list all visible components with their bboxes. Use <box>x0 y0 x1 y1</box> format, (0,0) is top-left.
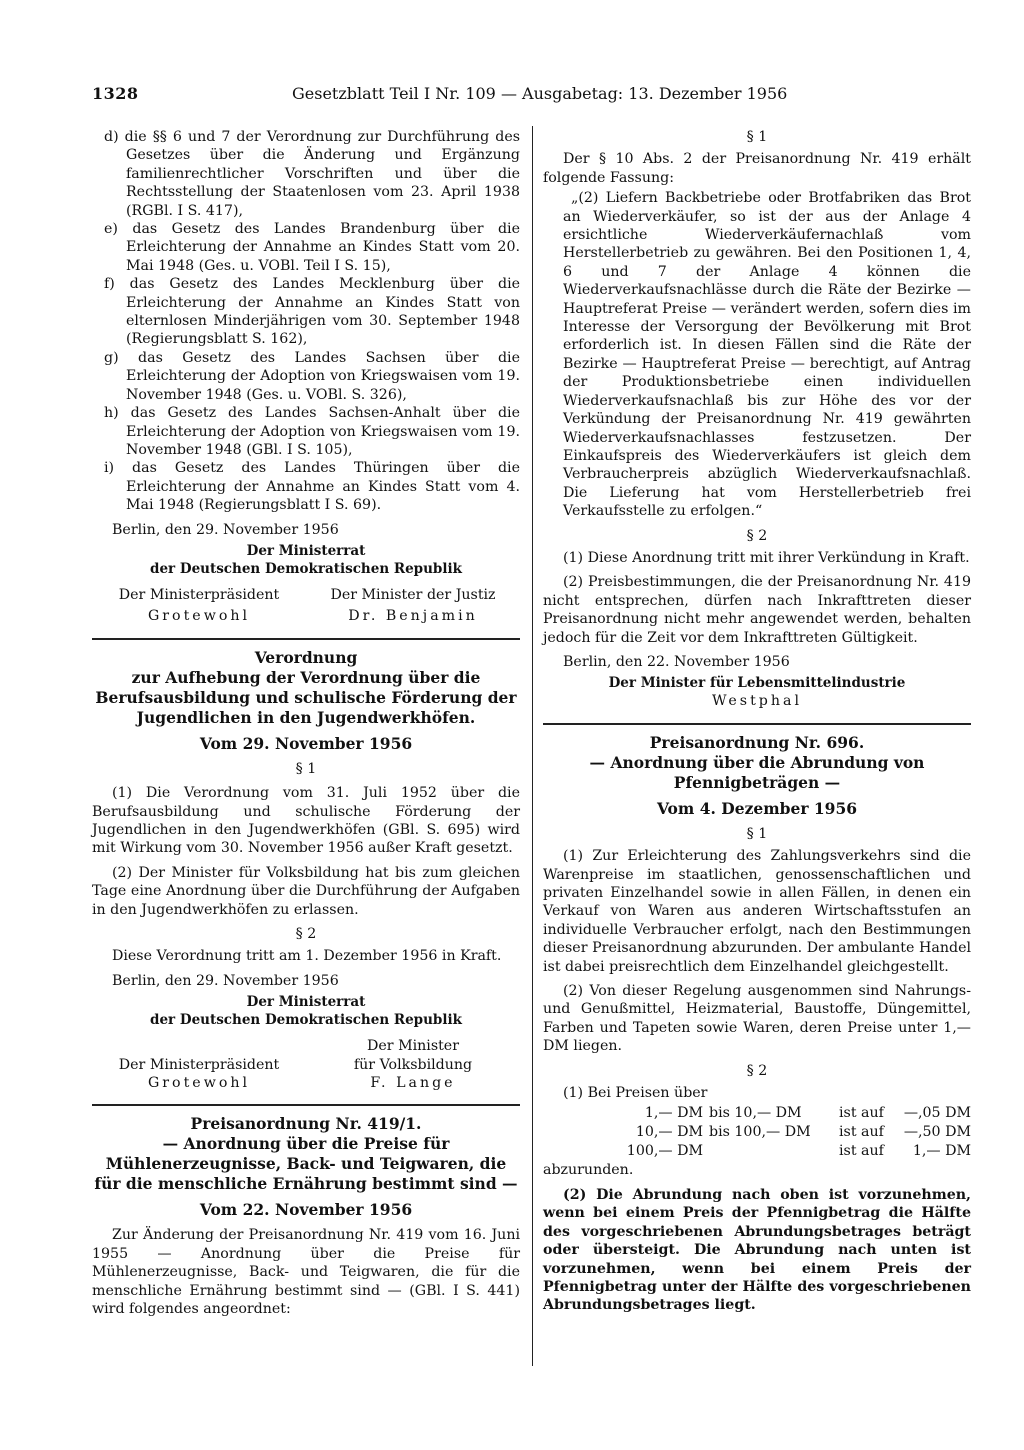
signatory <box>306 1037 520 1092</box>
signatory <box>92 586 306 626</box>
signatory-name: Westphal <box>711 693 803 710</box>
page-number: 1328 <box>92 84 139 103</box>
paragraph: (1) Die Verordnung vom 31. Juli 1952 über die Berufsausbildung und schulische Förderung der Jugendlichen in den Jugendwerkhöfen (GBl. S. 695) wird mit Wirkung vom 30. November 1956 außer Kraft gesetzt. <box>92 785 520 857</box>
date-line: Berlin, den 22. November 1956 <box>563 653 790 670</box>
date-line: Berlin, den 29. November 1956 <box>112 521 339 538</box>
quoted-text: „(2) Liefern Backbetriebe oder Brotfabriken das Brot an Wiederverkäufer, so ist der aus der Anlage 4 ersichtliche Wiederverkäufernachlaß vom Herstellerbetrieb zu gewähren. Bei den Positionen 1, 4, 6 und 7 der Anlage 4 können die Wiederverkaufsnachlässe durch die Räte der Bezirke — Hauptreferat Preise — verändert werden, sofern dies im Interesse der Versorgung der Bevölkerung mit Brot erforderlich ist. In diesen Fällen sind die Räte der Bezirke — Hauptreferat Preise — berechtigt, auf Antrag der Produktionsbetriebe einen individuellen Wiederverkaufsnachlaß bis zur Höhe des vor der Verkündung der Preisanordnung Nr. 419 gewährten Wiederverkaufsnachlasses festzusetzen. Der Einkaufspreis des Wiederverkäufers ist gleich dem Verbraucherpreis abzüglich Wiederverkaufsnachlaß. Die Lieferung hat vom Herstellerbetrieb frei Verkaufsstelle zu erfolgen.“ <box>563 190 971 520</box>
paragraph: (2) Der Minister für Volksbildung hat bis zum gleichen Tage eine Anordnung über die Durchführung der Aufgaben in den Jugendwerkhöfen zu erlassen. <box>92 864 520 918</box>
price-from: 10,— DM <box>635 1124 703 1141</box>
section-mark: § 2 <box>746 1062 768 1079</box>
price-order-title: Preisanordnung Nr. 696. <box>649 732 865 752</box>
list-item: g) das Gesetz des Landes Sachsen über die Erleichterung der Adoption von Kriegswaisen vom 19. November 1948 (Ges. u. VOBl. S. 326), <box>104 349 520 403</box>
page-header <box>92 84 972 108</box>
signatory-title: für Volksbildung <box>353 1056 473 1073</box>
paragraph: (1) Zur Erleichterung des Zahlungsverkehrs sind die Warenpreise im staatlichen, genossenschaftlichen und privaten Einzelhandel sowie in allen Fällen, in denen ein Verkauf von Waren aus anderen Wirtschaftsstufen an individuelle Verbraucher erfolgt, nach den Bestimmungen dieser Preisanordnung abzurunden. Der ambulante Handel ist dabei preisrechtlich dem Einzelhandel gleichgestellt. <box>543 848 971 975</box>
price-op: ist auf <box>839 1105 884 1122</box>
signature-block <box>92 1037 520 1092</box>
price-round: 1,— DM <box>912 1143 971 1160</box>
table-row <box>543 1123 971 1142</box>
price-op: ist auf <box>839 1143 884 1160</box>
signatory-name: Dr. Benjamin <box>348 608 478 625</box>
list-item: h) das Gesetz des Landes Sachsen-Anhalt über die Erleichterung der Adoption von Kriegswaisen vom 19. November 1948 (GBl. I S. 105), <box>104 405 520 458</box>
regulation-title: Verordnung <box>254 647 358 667</box>
price-order-heading <box>543 733 971 819</box>
list-item: e) das Gesetz des Landes Brandenburg über die Erleichterung der Annahme an Kindes Statt vom 20. Mai 1948 (Ges. u. VOBl. Teil I S. 15), <box>104 221 520 274</box>
section-mark: § 1 <box>746 825 768 842</box>
left-column <box>92 128 520 1318</box>
signatory-title: Der Ministerpräsident <box>118 1056 280 1073</box>
signatory-title: Der Ministerpräsident <box>118 586 280 603</box>
paragraph: (2) Von dieser Regelung ausgenommen sind Nahrungs- und Genußmittel, Heizmaterial, Baustoffe, Düngemittel, Farben und Tapeten sowie Waren, deren Preise unter 1,— DM liegen. <box>543 983 971 1055</box>
paragraph: (1) Diese Anordnung tritt mit ihrer Verkündung in Kraft. <box>563 549 970 566</box>
signatory-title: Der Minister der Justiz <box>330 586 496 603</box>
regulation-date: Vom 29. November 1956 <box>199 733 413 753</box>
price-from: 100,— DM <box>626 1143 703 1160</box>
paragraph: (2) Die Abrundung nach oben ist vorzunehmen, wenn bei einem Preis der Pfennigbetrag die Hälfte des vorgeschriebenen Abrundungsbetrages beträgt oder übersteigt. Die Abrundung nach unten ist vorzunehmen, wenn bei einem Preis der Pfennigbetrag unter der Hälfte des vorgeschriebenen Abrundungsbetrages liegt. <box>543 1186 971 1314</box>
table-row <box>543 1142 971 1161</box>
section-mark: § 1 <box>746 129 768 145</box>
price-from: 1,— DM <box>644 1105 703 1122</box>
section-mark: § 2 <box>746 527 768 544</box>
price-order-date: Vom 4. Dezember 1956 <box>656 798 858 818</box>
issuer: der Deutschen Demokratischen Republik <box>150 1012 462 1029</box>
regulation-subtitle: zur Aufhebung der Verordnung über die Berufsausbildung und schulische Förderung der Jugendlichen in den Jugendwerkhöfen. <box>95 667 517 727</box>
signatory-name: Grotewohl <box>147 608 251 625</box>
running-title: Gesetzblatt Teil I Nr. 109 — Ausgabetag: 13. Dezember 1956 <box>292 84 788 103</box>
section-divider <box>92 1104 520 1106</box>
regulation-heading <box>92 648 520 754</box>
price-to <box>703 1142 839 1161</box>
paragraph: (2) Preisbestimmungen, die der Preisanordnung Nr. 419 nicht entsprechen, dürfen nach Inkrafttreten dieser Preisanordnung nicht mehr angewendet werden, behalten jedoch für die Zeit vor dem Inkrafttreten Gültigkeit. <box>543 574 971 646</box>
signatory <box>92 1056 306 1093</box>
signatory-name: Grotewohl <box>147 1075 251 1092</box>
section-divider <box>92 638 520 640</box>
signatory-name: F. Lange <box>370 1075 456 1092</box>
paragraph: Diese Verordnung tritt am 1. Dezember 1956 in Kraft. <box>112 948 502 965</box>
issuer: Der Minister für Lebensmittelindustrie <box>608 675 906 692</box>
section-mark: § 2 <box>295 926 317 942</box>
issuer: Der Ministerrat <box>246 542 366 559</box>
price-order-date: Vom 22. November 1956 <box>199 1200 413 1220</box>
column-divider <box>532 126 533 1366</box>
issuer: der Deutschen Demokratischen Republik <box>150 560 462 577</box>
paragraph: Der § 10 Abs. 2 der Preisanordnung Nr. 419 erhält folgende Fassung: <box>543 151 971 186</box>
issuer: Der Ministerrat <box>246 994 366 1011</box>
price-to: bis 10,— DM <box>709 1105 802 1122</box>
signatory <box>306 586 520 626</box>
paragraph: abzurunden. <box>543 1162 634 1179</box>
rounding-table <box>543 1104 971 1161</box>
price-round: —,50 DM <box>903 1124 971 1141</box>
right-column <box>543 128 971 1315</box>
date-line: Berlin, den 29. November 1956 <box>112 972 339 989</box>
list-item: i) das Gesetz des Landes Thüringen über die Erleichterung der Annahme an Kindes Statt vom 4. Mai 1948 (Regierungsblatt I S. 69). <box>104 460 520 514</box>
list-item: f) das Gesetz des Landes Mecklenburg über die Erleichterung der Annahme an Kindes Statt von elternlosen Minderjährigen vom 30. September 1948 (Regierungsblatt S. 162), <box>104 276 520 348</box>
price-round: —,05 DM <box>903 1105 971 1122</box>
section-mark: § 1 <box>295 760 317 777</box>
paragraph: Zur Änderung der Preisanordnung Nr. 419 vom 16. Juni 1955 — Anordnung über die Preise für Mühlenerzeugnisse, Back- und Teigwaren, die für die menschliche Ernährung bestimmt sind — (GBl. I S. 441) wird folgendes angeordnet: <box>92 1227 520 1318</box>
signatory-title: Der Minister <box>367 1038 459 1055</box>
price-order-title: Preisanordnung Nr. 419/1. <box>190 1114 422 1134</box>
price-to: bis 100,— DM <box>709 1124 811 1141</box>
price-order-subtitle: — Anordnung über die Abrundung von Pfennigbeträgen — <box>589 752 925 792</box>
price-order-heading <box>92 1114 520 1220</box>
paragraph: (1) Bei Preisen über <box>563 1085 708 1102</box>
signature-block <box>92 586 520 626</box>
price-op: ist auf <box>839 1124 884 1141</box>
list-item: d) die §§ 6 und 7 der Verordnung zur Durchführung des Gesetzes über die Änderung und Ergänzung familienrechtlicher Vorschriften und über die Rechtsstellung der Staatenlosen vom 23. April 1938 (RGBl. I S. 417), <box>104 129 520 219</box>
section-divider <box>543 723 971 725</box>
table-row <box>543 1104 971 1123</box>
price-order-subtitle: — Anordnung über die Preise für Mühlenerzeugnisse, Back- und Teigwaren, die für die menschliche Ernährung bestimmt sind — <box>94 1134 518 1194</box>
